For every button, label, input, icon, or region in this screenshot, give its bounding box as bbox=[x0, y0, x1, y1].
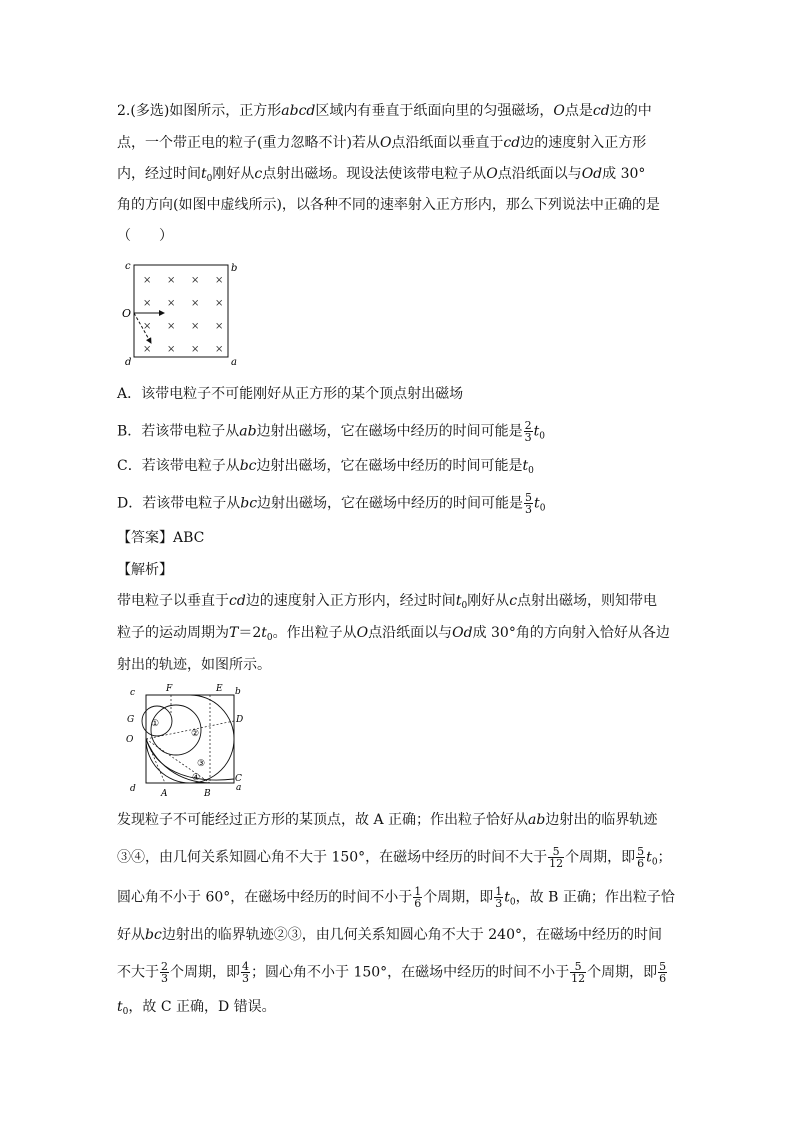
label-a: a bbox=[231, 357, 237, 368]
field-crosses bbox=[143, 275, 223, 355]
svg-text:×: × bbox=[143, 298, 152, 309]
svg-text:④: ④ bbox=[192, 773, 201, 783]
option-b: B．若该带电粒子从ab边射出磁场，它在磁场中经历的时间可能是 $\frac{2}{3}$ $t_0$ bbox=[117, 419, 545, 444]
question-line-1: 2.(多选)如图所示，正方形abcd区域内有垂直于纸面向里的匀强磁场，O点是cd边的中 bbox=[117, 103, 652, 119]
svg-text:×: × bbox=[215, 344, 224, 355]
svg-text:②: ② bbox=[191, 729, 200, 739]
svg-text:×: × bbox=[215, 298, 224, 309]
label-O: O bbox=[122, 307, 132, 320]
answer-blank: （ ） bbox=[117, 228, 173, 244]
svg-text:×: × bbox=[143, 321, 152, 332]
label-O: O bbox=[126, 735, 134, 745]
svg-text:×: × bbox=[167, 275, 176, 286]
svg-text:③: ③ bbox=[197, 759, 206, 769]
label-B: B bbox=[204, 789, 211, 799]
svg-text:×: × bbox=[143, 344, 152, 355]
label-d: d bbox=[125, 357, 132, 368]
analysis-line-3: 射出的轨迹，如图所示。 bbox=[117, 657, 271, 673]
question-line-3: 内，经过时间$t_0$刚好从c点射出磁场。现设法使该带电粒子从O点沿纸面以与Od成 30° bbox=[117, 166, 646, 184]
label-b: b bbox=[231, 263, 238, 274]
svg-text:×: × bbox=[215, 321, 224, 332]
svg-text:×: × bbox=[191, 298, 200, 309]
label-d: d bbox=[130, 784, 136, 794]
analysis-line-2: 粒子的运动周期为$T=2t_0$。作出粒子从O点沿纸面以与Od成 30°角的方向射入恰好从各边 bbox=[117, 625, 670, 643]
svg-text:×: × bbox=[167, 344, 176, 355]
analysis-line-6: 圆心角不小于 60°，在磁场中经历的时间不小于 $\frac{1}{6}$ 个周期，即 $\frac{1}{3}$ $t_0$，故 B 正确；作出粒子恰 bbox=[117, 885, 675, 910]
trajectory-4 bbox=[146, 739, 234, 780]
analysis-line-1: 带电粒子以垂直于cd边的速度射入正方形内，经过时间$t_0$刚好从c点射出磁场，则知带电 bbox=[117, 593, 658, 611]
figure-1-magnetic-field-square bbox=[118, 255, 248, 373]
answer: 【答案】ABC bbox=[117, 530, 205, 546]
figure-2-labels bbox=[126, 684, 243, 799]
label-E: E bbox=[216, 684, 223, 694]
option-c: C．若该带电粒子从bc边射出磁场，它在磁场中经历的时间可能是$t_0$ bbox=[117, 458, 534, 476]
question-line-2: 点，一个带正电的粒子(重力忽略不计)若从O点沿纸面以垂直于cd边的速度射入正方形 bbox=[117, 135, 647, 151]
label-D: D bbox=[236, 715, 244, 725]
svg-text:×: × bbox=[167, 321, 176, 332]
option-d: D．若该带电粒子从bc边射出磁场，它在磁场中经历的时间可能是 $\frac{5}{3}$ $t_0$ bbox=[117, 491, 546, 516]
analysis-line-8: 不大于 $\frac{2}{3}$ 个周期，即 $\frac{4}{3}$ ；圆心角不小于 150°，在磁场中经历的时间不小于 $\frac{5}{12}$ 个周期，即 $\frac{5}{6}$ bbox=[117, 960, 667, 985]
label-C: C bbox=[235, 774, 242, 784]
analysis-line-7: 好从bc边射出的临界轨迹②③，由几何关系知圆心角不大于 240°，在磁场中经历的时间 bbox=[117, 927, 662, 943]
analysis-title: 【解析】 bbox=[117, 562, 173, 578]
option-a: A．该带电粒子不可能刚好从正方形的某个顶点射出磁场 bbox=[117, 386, 464, 402]
trajectory-arcs bbox=[142, 695, 234, 783]
figure-2-trajectories bbox=[118, 684, 248, 802]
svg-text:×: × bbox=[191, 275, 200, 286]
label-F: F bbox=[166, 684, 173, 694]
svg-text:×: × bbox=[191, 321, 200, 332]
label-a: a bbox=[236, 783, 242, 793]
label-A: A bbox=[161, 789, 168, 799]
svg-text:×: × bbox=[167, 298, 176, 309]
analysis-line-5: ③④，由几何关系知圆心角不大于 150°，在磁场中经历的时间不大于 $\frac{5}{12}$ 个周期，即 $\frac{5}{6}$ $t_0$； bbox=[117, 845, 672, 870]
label-G: G bbox=[127, 715, 135, 725]
analysis-line-9: $t_0$，故 C 正确，D 错误。 bbox=[117, 999, 276, 1017]
svg-text:①: ① bbox=[151, 719, 160, 729]
question-line-4: 角的方向(如图中虚线所示)，以各种不同的速率射入正方形内，那么下列说法中正确的是 bbox=[117, 197, 660, 213]
svg-text:×: × bbox=[143, 275, 152, 286]
svg-text:×: × bbox=[191, 344, 200, 355]
label-c: c bbox=[125, 261, 131, 272]
label-c: c bbox=[130, 688, 136, 698]
analysis-line-4: 发现粒子不可能经过正方形的某顶点，故 A 正确；作出粒子恰好从ab边射出的临界轨迹 bbox=[117, 812, 658, 828]
svg-text:×: × bbox=[215, 275, 224, 286]
label-b: b bbox=[235, 687, 241, 697]
